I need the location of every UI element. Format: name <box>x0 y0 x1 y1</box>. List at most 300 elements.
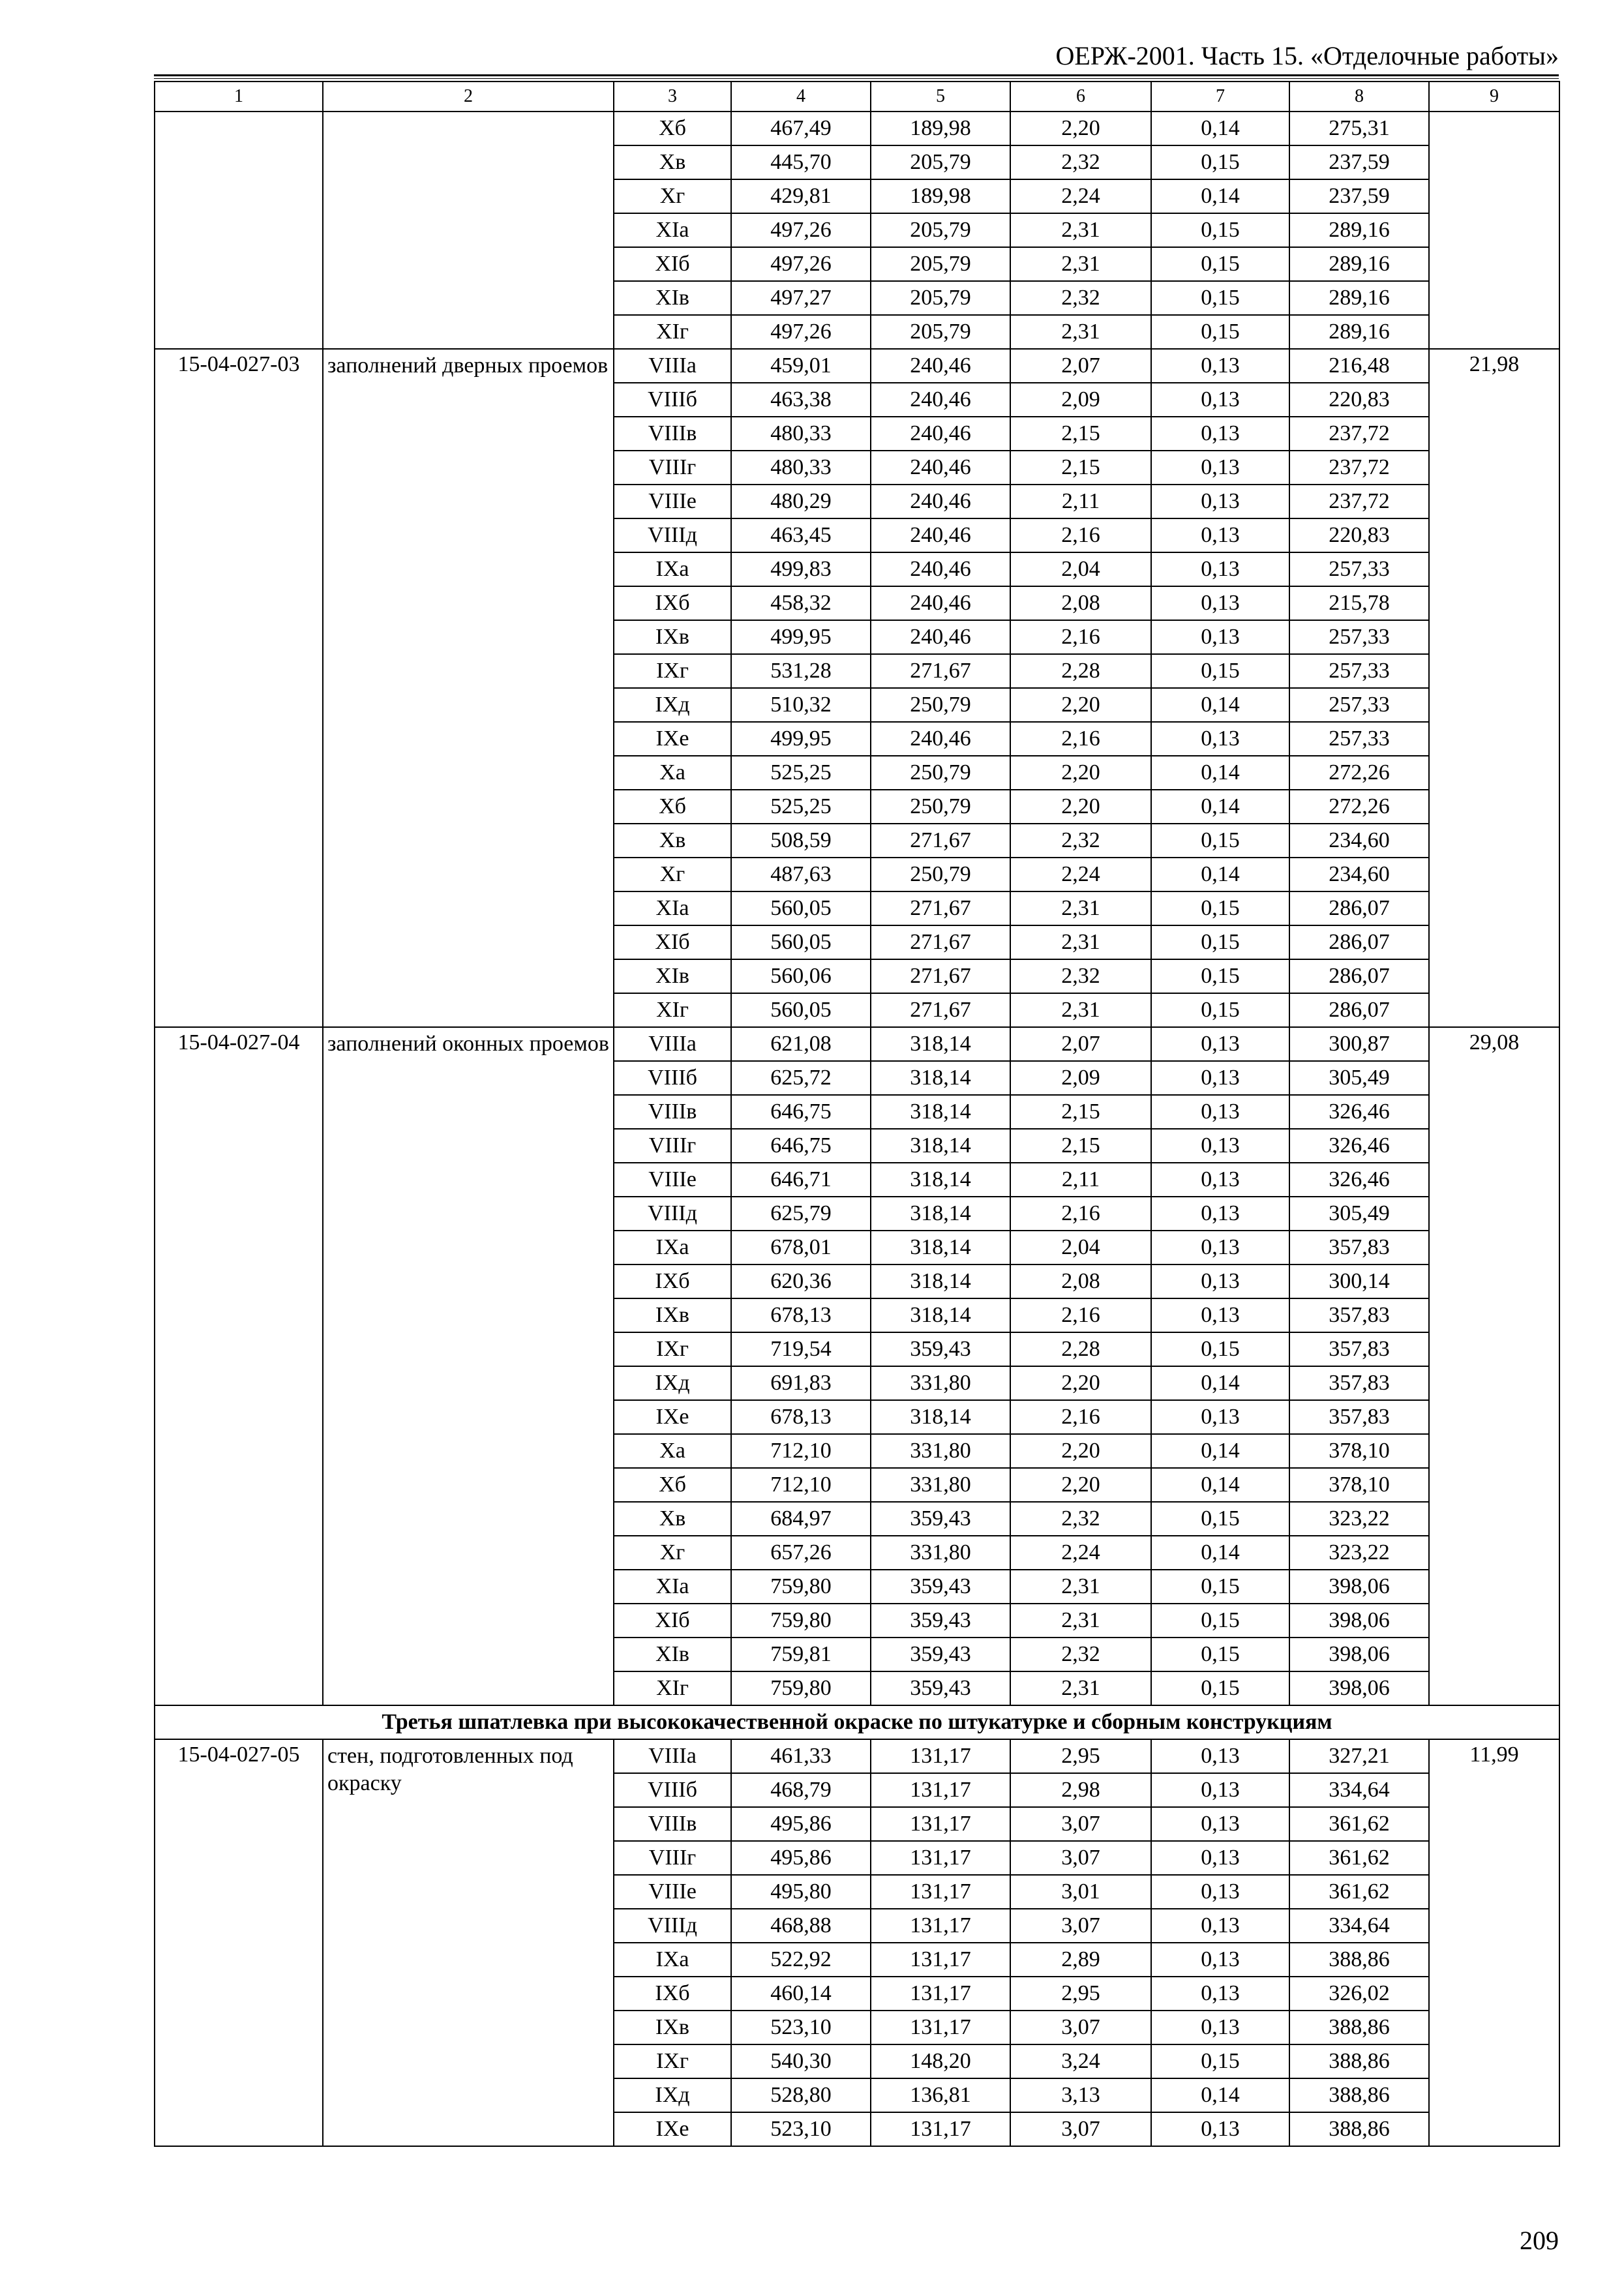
value-cell: 234,60 <box>1289 858 1429 891</box>
value-cell: 3,24 <box>1010 2044 1151 2078</box>
value-cell: VIIIд <box>614 518 731 552</box>
value-cell: 2,11 <box>1010 1163 1151 1197</box>
value-cell: 2,16 <box>1010 1400 1151 1434</box>
work-description-cell: стен, подготовленных под окраску <box>323 1739 614 2146</box>
value-cell: 2,20 <box>1010 688 1151 722</box>
value-cell: 759,81 <box>731 1638 871 1671</box>
value-cell: 240,46 <box>871 552 1010 586</box>
value-cell: IXв <box>614 1298 731 1332</box>
value-cell: 289,16 <box>1289 213 1429 247</box>
value-cell: 2,20 <box>1010 1366 1151 1400</box>
value-cell: 625,79 <box>731 1197 871 1231</box>
value-cell: 237,72 <box>1289 451 1429 485</box>
column-number: 2 <box>323 82 614 112</box>
value-cell: 2,07 <box>1010 1027 1151 1061</box>
value-cell: 388,86 <box>1289 2078 1429 2112</box>
value-cell: IXд <box>614 1366 731 1400</box>
value-cell: 0,15 <box>1151 315 1289 349</box>
value-cell: 0,15 <box>1151 1502 1289 1536</box>
value-cell: XIв <box>614 281 731 315</box>
value-cell: 398,06 <box>1289 1638 1429 1671</box>
value-cell: 657,26 <box>731 1536 871 1570</box>
value-cell: VIIIа <box>614 349 731 383</box>
value-cell: 240,46 <box>871 722 1010 756</box>
value-cell: 216,48 <box>1289 349 1429 383</box>
value-cell: 331,80 <box>871 1468 1010 1502</box>
value-cell: 250,79 <box>871 688 1010 722</box>
value-cell: 131,17 <box>871 1739 1010 1773</box>
value-cell: 318,14 <box>871 1197 1010 1231</box>
value-cell: 2,31 <box>1010 993 1151 1027</box>
value-cell: 2,15 <box>1010 451 1151 485</box>
value-cell: 540,30 <box>731 2044 871 2078</box>
value-cell: 646,75 <box>731 1095 871 1129</box>
value-cell: 0,13 <box>1151 1841 1289 1875</box>
value-cell: 495,80 <box>731 1875 871 1909</box>
value-cell: 684,97 <box>731 1502 871 1536</box>
value-cell: 0,15 <box>1151 1570 1289 1604</box>
value-cell: 759,80 <box>731 1570 871 1604</box>
value-cell: 257,33 <box>1289 654 1429 688</box>
value-cell: 2,89 <box>1010 1943 1151 1977</box>
value-cell: 0,15 <box>1151 247 1289 281</box>
value-cell: 357,83 <box>1289 1298 1429 1332</box>
value-cell: 495,86 <box>731 1807 871 1841</box>
value-cell: 398,06 <box>1289 1570 1429 1604</box>
value-cell: 357,83 <box>1289 1231 1429 1264</box>
value-cell: VIIIг <box>614 451 731 485</box>
value-cell: 0,13 <box>1151 1773 1289 1807</box>
rate-code-cell: 15-04-027-03 <box>155 349 323 1027</box>
value-cell: 2,09 <box>1010 1061 1151 1095</box>
column-9-cell: 11,99 <box>1429 1739 1559 2146</box>
value-cell: VIIIе <box>614 1875 731 1909</box>
value-cell: Xб <box>614 790 731 824</box>
value-cell: 237,59 <box>1289 179 1429 213</box>
value-cell: 759,80 <box>731 1671 871 1705</box>
value-cell: 318,14 <box>871 1027 1010 1061</box>
value-cell: Xв <box>614 1502 731 1536</box>
value-cell: 2,24 <box>1010 858 1151 891</box>
value-cell: 240,46 <box>871 383 1010 417</box>
value-cell: 2,20 <box>1010 756 1151 790</box>
value-cell: 0,15 <box>1151 993 1289 1027</box>
value-cell: 0,13 <box>1151 586 1289 620</box>
value-cell: 560,05 <box>731 925 871 959</box>
value-cell: 286,07 <box>1289 993 1429 1027</box>
value-cell: 257,33 <box>1289 722 1429 756</box>
price-table-body <box>155 82 1559 2146</box>
value-cell: 2,32 <box>1010 1638 1151 1671</box>
value-cell: 237,72 <box>1289 485 1429 518</box>
value-cell: 2,95 <box>1010 1739 1151 1773</box>
value-cell: IXв <box>614 2011 731 2044</box>
value-cell: 480,33 <box>731 417 871 451</box>
value-cell: 3,07 <box>1010 1841 1151 1875</box>
value-cell: 497,27 <box>731 281 871 315</box>
value-cell: IXд <box>614 2078 731 2112</box>
value-cell: 0,13 <box>1151 1264 1289 1298</box>
value-cell: 388,86 <box>1289 2011 1429 2044</box>
value-cell: 2,11 <box>1010 485 1151 518</box>
value-cell: 0,13 <box>1151 1129 1289 1163</box>
value-cell: 357,83 <box>1289 1400 1429 1434</box>
value-cell: 323,22 <box>1289 1536 1429 1570</box>
value-cell: IXа <box>614 552 731 586</box>
value-cell: 331,80 <box>871 1536 1010 1570</box>
value-cell: XIа <box>614 1570 731 1604</box>
value-cell: VIIIа <box>614 1027 731 1061</box>
value-cell: VIIIв <box>614 1807 731 1841</box>
value-cell: 323,22 <box>1289 1502 1429 1536</box>
value-cell: 361,62 <box>1289 1807 1429 1841</box>
value-cell: 237,59 <box>1289 145 1429 179</box>
value-cell: 131,17 <box>871 1943 1010 1977</box>
value-cell: 305,49 <box>1289 1061 1429 1095</box>
value-cell: 334,64 <box>1289 1773 1429 1807</box>
value-cell: 318,14 <box>871 1061 1010 1095</box>
value-cell: 0,13 <box>1151 620 1289 654</box>
value-cell: 560,05 <box>731 891 871 925</box>
value-cell: 359,43 <box>871 1502 1010 1536</box>
value-cell: Xг <box>614 1536 731 1570</box>
value-cell: XIб <box>614 247 731 281</box>
value-cell: 467,49 <box>731 112 871 145</box>
value-cell: 205,79 <box>871 281 1010 315</box>
value-cell: Xв <box>614 145 731 179</box>
value-cell: 2,28 <box>1010 654 1151 688</box>
value-cell: 398,06 <box>1289 1604 1429 1638</box>
value-cell: 625,72 <box>731 1061 871 1095</box>
value-cell: 189,98 <box>871 112 1010 145</box>
work-description-cell: заполнений дверных проемов <box>323 349 614 1027</box>
value-cell: 0,13 <box>1151 383 1289 417</box>
value-cell: 398,06 <box>1289 1671 1429 1705</box>
column-9-cell: 21,98 <box>1429 349 1559 1027</box>
value-cell: 2,15 <box>1010 1129 1151 1163</box>
value-cell: 495,86 <box>731 1841 871 1875</box>
value-cell: XIа <box>614 891 731 925</box>
value-cell: 257,33 <box>1289 620 1429 654</box>
value-cell: 220,83 <box>1289 518 1429 552</box>
value-cell: 0,15 <box>1151 654 1289 688</box>
value-cell: IXв <box>614 620 731 654</box>
work-description-cell <box>323 112 614 349</box>
value-cell: 240,46 <box>871 620 1010 654</box>
value-cell: 759,80 <box>731 1604 871 1638</box>
value-cell: 678,13 <box>731 1298 871 1332</box>
value-cell: 620,36 <box>731 1264 871 1298</box>
value-cell: 0,13 <box>1151 552 1289 586</box>
value-cell: 2,98 <box>1010 1773 1151 1807</box>
value-cell: XIг <box>614 1671 731 1705</box>
value-cell: 560,05 <box>731 993 871 1027</box>
value-cell: 189,98 <box>871 179 1010 213</box>
value-cell: 3,01 <box>1010 1875 1151 1909</box>
value-cell: 678,13 <box>731 1400 871 1434</box>
value-cell: 712,10 <box>731 1468 871 1502</box>
rate-code-cell: 15-04-027-05 <box>155 1739 323 2146</box>
value-cell: 0,15 <box>1151 824 1289 858</box>
value-cell: 359,43 <box>871 1332 1010 1366</box>
value-cell: 240,46 <box>871 518 1010 552</box>
value-cell: 326,46 <box>1289 1163 1429 1197</box>
value-cell: 3,07 <box>1010 1909 1151 1943</box>
value-cell: 2,20 <box>1010 790 1151 824</box>
value-cell: 2,32 <box>1010 1502 1151 1536</box>
value-cell: XIб <box>614 1604 731 1638</box>
value-cell: 215,78 <box>1289 586 1429 620</box>
value-cell: 468,88 <box>731 1909 871 1943</box>
value-cell: 2,20 <box>1010 112 1151 145</box>
value-cell: 0,15 <box>1151 1604 1289 1638</box>
value-cell: 0,14 <box>1151 2078 1289 2112</box>
value-cell: 2,28 <box>1010 1332 1151 1366</box>
value-cell: 148,20 <box>871 2044 1010 2078</box>
value-cell: 2,32 <box>1010 281 1151 315</box>
value-cell: 272,26 <box>1289 756 1429 790</box>
value-cell: 240,46 <box>871 451 1010 485</box>
value-cell: 2,15 <box>1010 417 1151 451</box>
page-number: 209 <box>1520 2226 1559 2255</box>
value-cell: 0,15 <box>1151 1671 1289 1705</box>
value-cell: 131,17 <box>871 2112 1010 2146</box>
value-cell: 2,31 <box>1010 1570 1151 1604</box>
value-cell: 240,46 <box>871 485 1010 518</box>
value-cell: 480,33 <box>731 451 871 485</box>
value-cell: VIIIе <box>614 1163 731 1197</box>
value-cell: 463,38 <box>731 383 871 417</box>
value-cell: 331,80 <box>871 1434 1010 1468</box>
value-cell: 361,62 <box>1289 1841 1429 1875</box>
value-cell: 560,06 <box>731 959 871 993</box>
value-cell: 508,59 <box>731 824 871 858</box>
value-cell: 499,95 <box>731 722 871 756</box>
value-cell: 318,14 <box>871 1163 1010 1197</box>
section-heading: Третья шпатлевка при высококачественной окраске по штукатурке и сборным конструкциям <box>155 1705 1559 1739</box>
value-cell: 300,14 <box>1289 1264 1429 1298</box>
value-cell: Xв <box>614 824 731 858</box>
value-cell: 487,63 <box>731 858 871 891</box>
value-cell: 497,26 <box>731 247 871 281</box>
value-cell: Xб <box>614 1468 731 1502</box>
value-cell: 257,33 <box>1289 688 1429 722</box>
value-cell: 275,31 <box>1289 112 1429 145</box>
value-cell: IXе <box>614 722 731 756</box>
value-cell: 0,13 <box>1151 1197 1289 1231</box>
value-cell: 2,32 <box>1010 145 1151 179</box>
value-cell: 2,31 <box>1010 213 1151 247</box>
value-cell: 2,95 <box>1010 1977 1151 2011</box>
value-cell: 2,24 <box>1010 179 1151 213</box>
value-cell: 0,13 <box>1151 1400 1289 1434</box>
value-cell: 234,60 <box>1289 824 1429 858</box>
price-table-container <box>154 81 1559 2147</box>
value-cell: 3,13 <box>1010 2078 1151 2112</box>
value-cell: 357,83 <box>1289 1332 1429 1366</box>
value-cell: 0,13 <box>1151 1027 1289 1061</box>
value-cell: 525,25 <box>731 756 871 790</box>
value-cell: 0,13 <box>1151 722 1289 756</box>
value-cell: 2,31 <box>1010 1604 1151 1638</box>
table-row <box>155 1027 1559 1061</box>
column-9-cell <box>1429 112 1559 349</box>
value-cell: 646,71 <box>731 1163 871 1197</box>
column-number: 3 <box>614 82 731 112</box>
value-cell: 0,13 <box>1151 518 1289 552</box>
value-cell: 378,10 <box>1289 1468 1429 1502</box>
value-cell: 2,07 <box>1010 349 1151 383</box>
value-cell: 2,16 <box>1010 722 1151 756</box>
value-cell: 497,26 <box>731 315 871 349</box>
column-number-row <box>155 82 1559 112</box>
value-cell: 522,92 <box>731 1943 871 1977</box>
value-cell: 357,83 <box>1289 1366 1429 1400</box>
value-cell: 0,13 <box>1151 1943 1289 1977</box>
value-cell: 0,14 <box>1151 756 1289 790</box>
value-cell: XIг <box>614 315 731 349</box>
value-cell: 621,08 <box>731 1027 871 1061</box>
value-cell: VIIIд <box>614 1909 731 1943</box>
column-number: 6 <box>1010 82 1151 112</box>
value-cell: 3,07 <box>1010 2112 1151 2146</box>
value-cell: 523,10 <box>731 2112 871 2146</box>
value-cell: 250,79 <box>871 790 1010 824</box>
value-cell: 0,13 <box>1151 1807 1289 1841</box>
value-cell: 523,10 <box>731 2011 871 2044</box>
value-cell: IXг <box>614 1332 731 1366</box>
value-cell: 318,14 <box>871 1298 1010 1332</box>
value-cell: 646,75 <box>731 1129 871 1163</box>
value-cell: 271,67 <box>871 824 1010 858</box>
value-cell: 388,86 <box>1289 2044 1429 2078</box>
value-cell: 3,07 <box>1010 1807 1151 1841</box>
value-cell: IXб <box>614 1264 731 1298</box>
value-cell: 131,17 <box>871 1773 1010 1807</box>
value-cell: 0,15 <box>1151 213 1289 247</box>
value-cell: 0,15 <box>1151 2044 1289 2078</box>
column-number: 1 <box>155 82 323 112</box>
value-cell: 0,13 <box>1151 1095 1289 1129</box>
value-cell: 250,79 <box>871 858 1010 891</box>
value-cell: 2,31 <box>1010 891 1151 925</box>
value-cell: VIIIб <box>614 1773 731 1807</box>
value-cell: 0,15 <box>1151 1638 1289 1671</box>
value-cell: 458,32 <box>731 586 871 620</box>
value-cell: 459,01 <box>731 349 871 383</box>
value-cell: 463,45 <box>731 518 871 552</box>
value-cell: 318,14 <box>871 1264 1010 1298</box>
value-cell: 0,13 <box>1151 2011 1289 2044</box>
value-cell: 0,14 <box>1151 1366 1289 1400</box>
value-cell: 318,14 <box>871 1129 1010 1163</box>
column-number: 8 <box>1289 82 1429 112</box>
value-cell: 289,16 <box>1289 247 1429 281</box>
price-table <box>154 81 1560 2147</box>
value-cell: 359,43 <box>871 1604 1010 1638</box>
value-cell: 326,46 <box>1289 1129 1429 1163</box>
value-cell: 2,32 <box>1010 959 1151 993</box>
value-cell: IXб <box>614 586 731 620</box>
value-cell: 525,25 <box>731 790 871 824</box>
value-cell: 2,31 <box>1010 925 1151 959</box>
value-cell: 2,31 <box>1010 247 1151 281</box>
rate-code-cell <box>155 112 323 349</box>
value-cell: 359,43 <box>871 1570 1010 1604</box>
value-cell: 719,54 <box>731 1332 871 1366</box>
section-heading-row <box>155 1705 1559 1739</box>
value-cell: 250,79 <box>871 756 1010 790</box>
value-cell: 359,43 <box>871 1638 1010 1671</box>
value-cell: 480,29 <box>731 485 871 518</box>
value-cell: 286,07 <box>1289 925 1429 959</box>
column-number: 5 <box>871 82 1010 112</box>
value-cell: 2,31 <box>1010 315 1151 349</box>
column-number: 7 <box>1151 82 1289 112</box>
value-cell: 318,14 <box>871 1400 1010 1434</box>
value-cell: VIIIд <box>614 1197 731 1231</box>
value-cell: 499,83 <box>731 552 871 586</box>
value-cell: 0,14 <box>1151 112 1289 145</box>
value-cell: 305,49 <box>1289 1197 1429 1231</box>
value-cell: 0,13 <box>1151 417 1289 451</box>
value-cell: 461,33 <box>731 1739 871 1773</box>
value-cell: 2,16 <box>1010 1197 1151 1231</box>
value-cell: 0,14 <box>1151 858 1289 891</box>
value-cell: 131,17 <box>871 1807 1010 1841</box>
value-cell: 2,08 <box>1010 586 1151 620</box>
value-cell: XIа <box>614 213 731 247</box>
value-cell: 0,13 <box>1151 1739 1289 1773</box>
value-cell: 497,26 <box>731 213 871 247</box>
value-cell: 334,64 <box>1289 1909 1429 1943</box>
value-cell: IXд <box>614 688 731 722</box>
value-cell: 271,67 <box>871 925 1010 959</box>
value-cell: 205,79 <box>871 247 1010 281</box>
value-cell: 712,10 <box>731 1434 871 1468</box>
value-cell: VIIIб <box>614 1061 731 1095</box>
value-cell: 445,70 <box>731 145 871 179</box>
value-cell: IXг <box>614 2044 731 2078</box>
value-cell: 240,46 <box>871 349 1010 383</box>
value-cell: 2,04 <box>1010 552 1151 586</box>
running-header: ОЕРЖ-2001. Часть 15. «Отделочные работы» <box>1055 41 1559 70</box>
value-cell: 0,13 <box>1151 1977 1289 2011</box>
value-cell: 272,26 <box>1289 790 1429 824</box>
value-cell: 0,15 <box>1151 925 1289 959</box>
value-cell: IXе <box>614 1400 731 1434</box>
value-cell: 468,79 <box>731 1773 871 1807</box>
value-cell: 205,79 <box>871 213 1010 247</box>
value-cell: 499,95 <box>731 620 871 654</box>
value-cell: VIIIб <box>614 383 731 417</box>
value-cell: 131,17 <box>871 2011 1010 2044</box>
value-cell: 289,16 <box>1289 281 1429 315</box>
value-cell: 2,16 <box>1010 518 1151 552</box>
value-cell: 318,14 <box>871 1095 1010 1129</box>
value-cell: 257,33 <box>1289 552 1429 586</box>
value-cell: 2,16 <box>1010 1298 1151 1332</box>
table-row <box>155 112 1559 145</box>
value-cell: Xа <box>614 1434 731 1468</box>
value-cell: 286,07 <box>1289 891 1429 925</box>
value-cell: 0,15 <box>1151 959 1289 993</box>
value-cell: VIIIа <box>614 1739 731 1773</box>
value-cell: IXг <box>614 654 731 688</box>
value-cell: 0,13 <box>1151 1163 1289 1197</box>
value-cell: 0,14 <box>1151 1536 1289 1570</box>
value-cell: 691,83 <box>731 1366 871 1400</box>
